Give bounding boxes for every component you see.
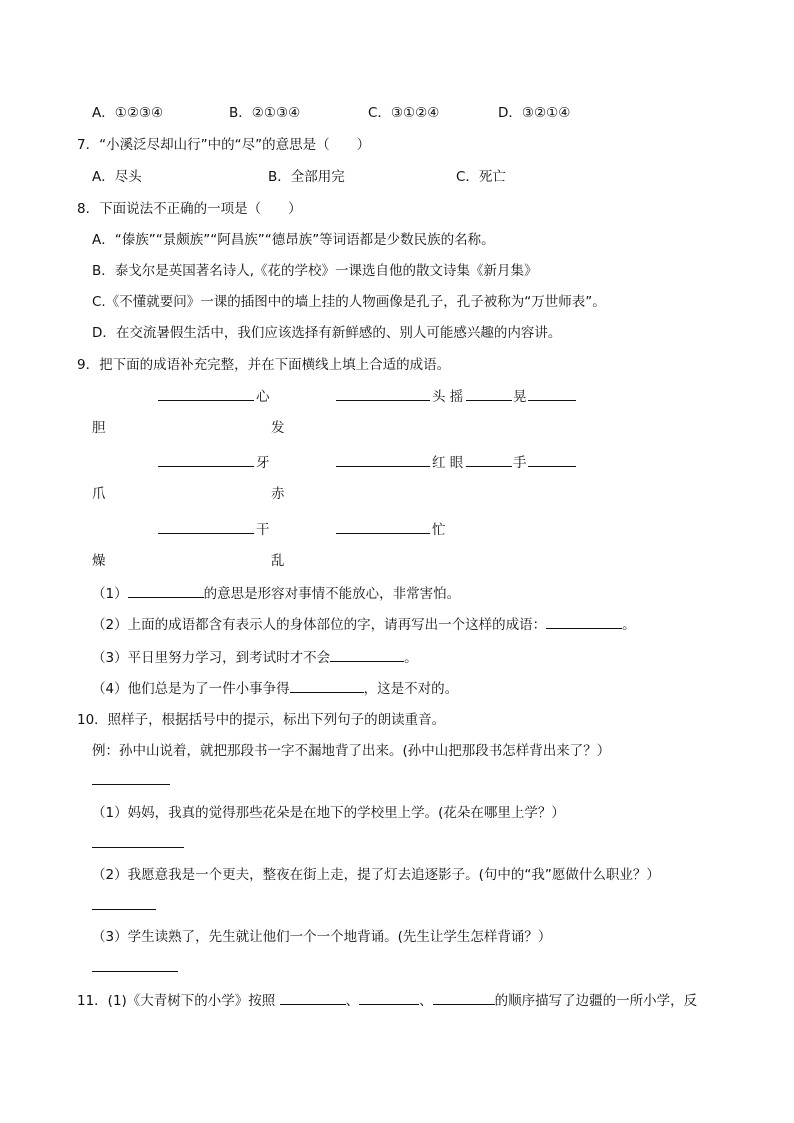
- q8-option-a: A．“傣族”“景颇族”“阿昌族”“德昂族”等词语都是少数民族的名称。: [92, 232, 495, 248]
- q7-option-c: C．死亡: [456, 169, 506, 185]
- q7-option-b: B．全部用完: [268, 169, 345, 185]
- q6-option-d: D．③②①④: [498, 105, 571, 121]
- q7-option-a: A．尽头: [92, 169, 142, 185]
- q9-idiom2-blank-3[interactable]: [528, 399, 576, 401]
- q9-sub4: [92, 677, 458, 697]
- q8-stem: 8．下面说法不正确的一项是（ ）: [77, 201, 302, 217]
- q9-idiom2-blank-2[interactable]: [466, 399, 512, 401]
- q9-idiom4-blank[interactable]: [336, 465, 430, 467]
- q10-example-answer-line[interactable]: [92, 783, 170, 785]
- q9-row2-below-a: 爪: [92, 486, 106, 502]
- q9-idiom2-chars: 头 摇: [432, 389, 464, 405]
- q9-idiom5-blank[interactable]: [158, 532, 254, 534]
- q8-option-d: D．在交流暑假生活中，我们应该选择有新鲜感的、别人可能感兴趣的内容讲。: [92, 325, 562, 341]
- q9-idiom3-char: 牙: [256, 455, 270, 471]
- q11-blank-2[interactable]: [359, 1003, 419, 1005]
- q9-idiom4-char-2: 手: [513, 455, 527, 471]
- q8-option-b: B．泰戈尔是英国著名诗人,《花的学校》一课选自他的散文诗集《新月集》: [92, 263, 538, 279]
- q7-stem: 7．“小溪泛尽却山行”中的“尽”的意思是（ ）: [77, 137, 371, 153]
- q9-idiom4-chars: 红 眼: [432, 455, 464, 471]
- q10-item-1: （1）妈妈，我真的觉得那些花朵是在地下的学校里上学。(花朵在哪里上学？）: [92, 805, 565, 821]
- q9-idiom6-blank[interactable]: [336, 532, 430, 534]
- q9-idiom2-char-2: 晃: [513, 389, 527, 405]
- q9-sub3-blank[interactable]: [330, 660, 404, 662]
- q9-row1-below-b: 发: [271, 420, 285, 436]
- q6-option-c: C．③①②④: [368, 105, 440, 121]
- q11-prefix: 11．(1)《大青树下的小学》按照: [77, 993, 276, 1009]
- q9-row3-below-a: 燥: [92, 553, 106, 569]
- q6-option-b: B．②①③④: [229, 105, 301, 121]
- q9-sub3: [92, 646, 418, 666]
- q9-idiom5-char: 干: [256, 522, 270, 538]
- q11-suffix: 的顺序描写了边疆的一所小学，反: [494, 993, 698, 1009]
- q9-idiom6-char: 忙: [432, 522, 446, 538]
- q9-idiom4-blank-2[interactable]: [466, 465, 512, 467]
- q9-row2-below-b: 赤: [271, 486, 285, 502]
- q9-idiom1-char: 心: [256, 389, 270, 405]
- q9-sub1-suffix: 的意思是形容对事情不能放心，非常害怕。: [203, 586, 461, 602]
- q11-separator-2: 、: [419, 993, 433, 1009]
- q10-item-3-answer-line[interactable]: [92, 970, 178, 972]
- q9-sub1-prefix: （1）: [92, 586, 128, 602]
- q9-sub1: [92, 582, 460, 602]
- q9-idiom3-blank[interactable]: [158, 465, 254, 467]
- q10-item-1-answer-line[interactable]: [92, 846, 184, 848]
- q9-sub2-prefix: （2）上面的成语都含有表示人的身体部位的字，请再写出一个这样的成语：: [92, 617, 547, 633]
- q9-sub1-blank[interactable]: [128, 596, 204, 598]
- q10-example: 例：孙中山说着，就把那段书一字不漏地背了出来。(孙中山把那段书怎样背出来了？）: [92, 743, 611, 759]
- q11-blank-3[interactable]: [433, 1003, 495, 1005]
- q10-item-2: （2）我愿意我是一个更夫，整夜在街上走，提了灯去追逐影子。(句中的“我”愿做什么职业？）: [92, 867, 660, 883]
- q9-sub4-prefix: （4）他们总是为了一件小事争得: [92, 681, 290, 697]
- q9-sub2: [92, 613, 636, 633]
- q9-sub2-suffix: 。: [622, 617, 636, 633]
- q9-sub2-blank[interactable]: [546, 627, 622, 629]
- q9-row1-below-a: 胆: [92, 420, 106, 436]
- q9-sub3-suffix: 。: [404, 650, 418, 666]
- q10-stem: 10．照样子，根据括号中的提示，标出下列句子的朗读重音。: [77, 712, 446, 728]
- q10-item-3: （3）学生读熟了，先生就让他们一个一个地背诵。(先生让学生怎样背诵？）: [92, 929, 552, 945]
- q9-sub4-blank[interactable]: [290, 691, 364, 693]
- q9-stem: 9．把下面的成语补充完整，并在下面横线上填上合适的成语。: [77, 357, 451, 373]
- q11-stem: [77, 989, 697, 1009]
- q9-idiom2-blank[interactable]: [336, 399, 430, 401]
- q11-blank-1[interactable]: [280, 1003, 346, 1005]
- q11-separator-1: 、: [345, 993, 360, 1009]
- q6-option-a: A．①②③④: [92, 105, 164, 121]
- q9-idiom1-blank[interactable]: [158, 399, 254, 401]
- q9-idiom4-blank-3[interactable]: [528, 465, 576, 467]
- q10-item-2-answer-line[interactable]: [92, 908, 156, 910]
- q9-sub3-prefix: （3）平日里努力学习，到考试时才不会: [92, 650, 331, 666]
- q9-row3-below-b: 乱: [271, 553, 285, 569]
- q8-option-c: C.《不懂就要问》一课的插图中的墙上挂的人物画像是孔子，孔子被称为“万世师表”。: [92, 294, 606, 310]
- q9-sub4-suffix: ，这是不对的。: [363, 681, 459, 697]
